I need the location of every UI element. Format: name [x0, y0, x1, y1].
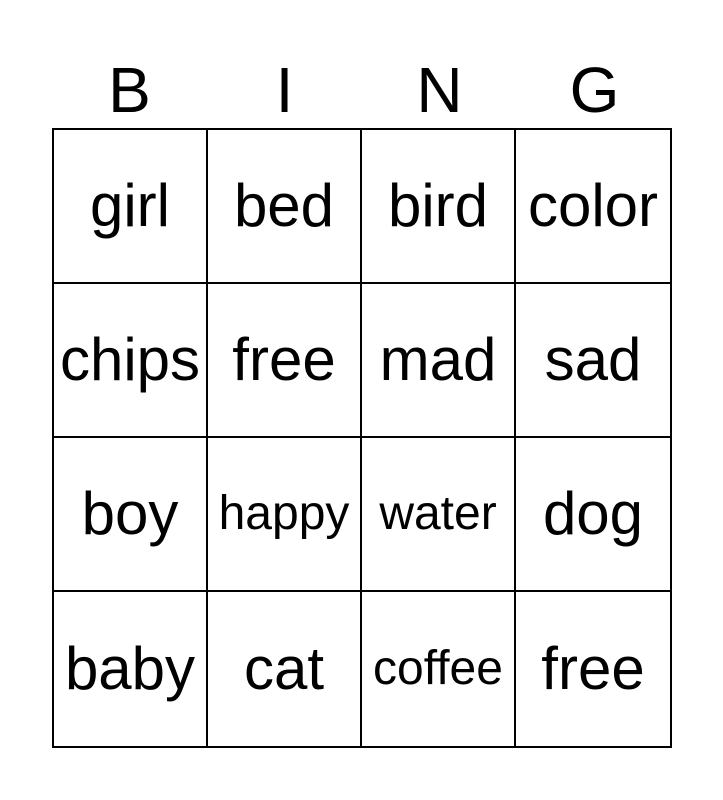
cell-word: girl — [89, 172, 170, 239]
bingo-cell[interactable] — [208, 130, 362, 284]
bingo-cell[interactable] — [54, 438, 208, 592]
bingo-cell[interactable] — [54, 592, 208, 746]
cell-word: dog — [542, 480, 644, 547]
header-letter-n: N — [416, 54, 463, 126]
cell-word: color — [527, 172, 659, 239]
cell-word: free — [541, 635, 645, 702]
bingo-board — [52, 128, 672, 748]
bingo-header — [52, 52, 672, 128]
bingo-cell[interactable] — [362, 130, 516, 284]
cell-word: chips — [59, 326, 201, 393]
cell-word: happy — [218, 487, 350, 540]
bingo-cell[interactable] — [516, 284, 670, 438]
bingo-cell[interactable] — [208, 592, 362, 746]
bingo-cell[interactable] — [208, 284, 362, 438]
bingo-cell[interactable] — [516, 592, 670, 746]
cell-word: sad — [544, 326, 642, 393]
header-letter-g: G — [569, 54, 620, 126]
cell-word: bed — [233, 172, 335, 239]
cell-word: baby — [64, 635, 196, 702]
cell-word: free — [232, 326, 336, 393]
cell-word: water — [379, 487, 497, 540]
cell-word: coffee — [373, 642, 503, 695]
cell-word: cat — [243, 635, 325, 702]
cell-word: boy — [81, 480, 179, 547]
header-letter-b: B — [108, 54, 151, 126]
header-letter-i: I — [275, 54, 294, 126]
bingo-cell[interactable] — [516, 130, 670, 284]
bingo-cell[interactable] — [516, 438, 670, 592]
bingo-cell[interactable] — [362, 592, 516, 746]
cell-word: mad — [379, 326, 497, 393]
bingo-cell[interactable] — [362, 438, 516, 592]
bingo-cell[interactable] — [362, 284, 516, 438]
bingo-cell[interactable] — [54, 284, 208, 438]
bingo-cell[interactable] — [208, 438, 362, 592]
bingo-cell[interactable] — [54, 130, 208, 284]
cell-word: bird — [387, 172, 489, 239]
